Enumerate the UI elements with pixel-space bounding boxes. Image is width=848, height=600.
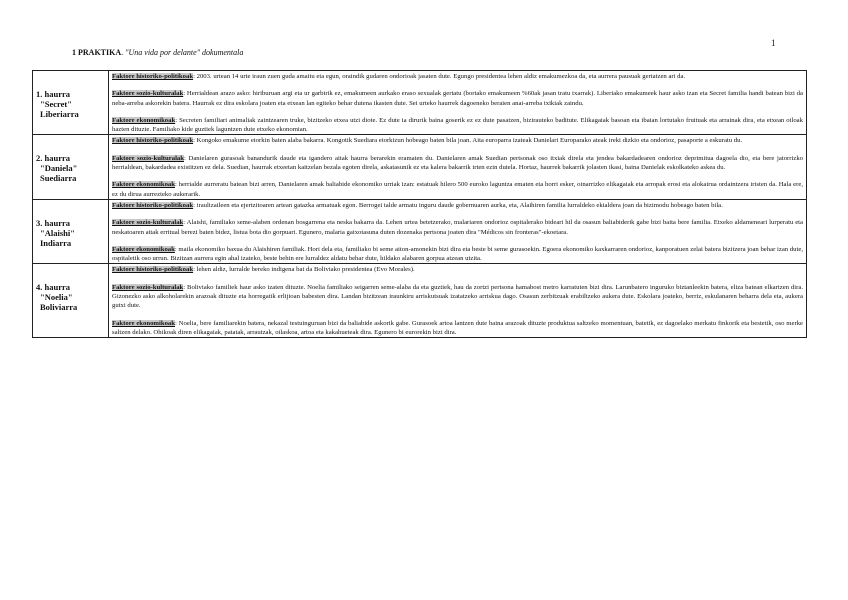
factor-text: : 2003. urtean 14 urte iraun zuen guda amaitu eta egun, oraindik gudaren ondorioak jasaten dute. Egungo presidentea lehen aldiz emakumezkoa da, eta aurrera pausuak gertatzen ari da. <box>193 73 686 80</box>
child-number: 3. haurra <box>36 217 70 228</box>
factor-title: Faktore historiko-politikoak <box>112 201 194 209</box>
factor-text: : Danielaren gurasoak banandurik daude eta igandero aitak haurra berarekin eramaten du. Danielaren amak Suedian pertsonak oso itxiak direla eta jendea bakardadearen ondorioz deprimitua dagoela dio, eta bere jatorrizko herrialdean, bakardadea existitzen ez dela. Suedian, haurrak etxeetan kaitzelan bezala egoten direla, askatasunik ez eta kalera bakarrik irten ezin dutela. Hortaz, haurrek bakarrik jolasten ikasi, baina Danielak eskolkateko askea du. <box>112 154 804 172</box>
factor-paragraph <box>109 115 806 135</box>
factor-paragraph <box>109 217 806 237</box>
factor-title: Faktore historiko-politikoak <box>112 137 194 145</box>
child-name: "Noelia" <box>40 292 73 303</box>
factor-text: : maila ekonomiko baxua du Alaishiren familiak. Hori dela eta, familiako bi seme aiton-amonekin bizi dira eta beste bi seme gurasoekin. Egoera ekonomiko kaxkarraren ondorioz, kanporatuen zelai batera bizitzera joan behar izan dute, ospitaletik oso urrun. Bizitzan aurrera egin ahal izateko, beste behin ere lurraldez aldatu behar dute, hildako alabaren gorpua atzean utzita. <box>112 245 803 263</box>
child-origin: Suediarra <box>40 173 77 184</box>
factor-text: : Noelia, bere familiarekin batera, nekazal testuinguruan bizi da baliabide askorik gabe. Gurasoek artoa lantzen dute baina arazoak dituzte produktua saltzeko momentuan, batetik, ez dagoelako merkatu finkorik eta bestetik, oso merke saltzen delako. Ohikoak diren elikagaiak, patatak, arrautzak, oilaskoa, artoa eta kakahueteak dira. Egunero bi eurorekin bizi dira. <box>112 319 804 336</box>
page-number: 1 <box>771 38 776 48</box>
factor-paragraph <box>109 200 806 210</box>
title-separator: . <box>121 48 126 57</box>
child-origin: Indiarra <box>40 237 72 248</box>
factor-title: Faktore historiko-politikoak <box>112 266 194 274</box>
factor-title: Faktore sozio-kulturalak <box>112 154 184 162</box>
factor-text: : Herrialdean arazo asko: hiriburuan argi eta ur garbirik ez, emakumeen aurkako eraso sexualak gertatu (bortako emakumeen %60ak jasan tratu txarrak). Liberiako emakumeek haur asko izan eta Secret familia handi batean bizi da neba-arreba askorekin batera. Haurrak ez dira eskolara joaten eta etxean lan egiteko behar dutena ikasten dute. Sei urteko haurrek dagoeneko beraien anai-arreba txikiak zaindu. <box>112 90 803 107</box>
factor-text: : Kongoko emakume etorkin baten alaba bakarra. Kongotik Suediara etorkizun hobeago baten bila joan. Aita europarra izateak Danielari Europarako ateak ireki dizkio eta ondorioz, pasaporte a eskuratu du. <box>193 137 743 145</box>
child-number: 4. haurra <box>36 282 70 293</box>
factor-title: Faktore ekonomikoak <box>112 181 175 189</box>
table-row <box>33 264 807 338</box>
table-row <box>33 71 807 135</box>
child-origin: Boliviarra <box>40 302 78 313</box>
factor-paragraph <box>109 282 806 311</box>
factor-text: : Boliviako familiek haur asko izaten dituzte. Noelia familiako seigarren seme-alaba da eta guztiek, hau da zortzi pertsona hamabost metro karratuten bizi dira. Larunbatero inguruko biztanleekin batera, eliza batean elkartzen dira. Gizonezko asko alkoholarekin arazoak dituzte eta horregatik erlijioan babesten dira. Landan bizitzean iraunkiru arriskutsuak izatatzeko arriskua dago. Osasun zerbitzuak erabiltzeko aukera dute. Eskolara joateko, berriz, eskulanaren beharra dela eta, aukera gutxi dute. <box>112 283 803 310</box>
factor-paragraph <box>109 318 806 338</box>
factor-title: Faktore sozio-kulturalak <box>112 90 184 98</box>
factor-text: : iraultzaileen eta ejertzitoaren artean gatazka armatuak egon. Berrogei talde armatu inguru daude gobernuaren aurka, eta, Alaihiren familia lurraldeko ekialdera joan da bizimodu hobeago baten bila. <box>193 201 723 209</box>
factor-paragraph <box>109 135 806 145</box>
row-content-cell <box>109 71 807 135</box>
row-label-cell <box>33 199 109 263</box>
factor-text: : herrialde aurreratu batean bizi arren, Danielaren amak baliabide ekonomiko urriak izan: estatuak hilero 500 euroko laguntza ematen eta horri esker, oinarrizko elikagaiak eta arropak erosi eta alokairua ordaintzera iristen da. Hala ere, ez du dirua aurrezteko aukerarik. <box>112 181 803 198</box>
child-origin: Liberiarra <box>40 109 79 119</box>
table-row <box>33 135 807 199</box>
row-content-cell <box>109 199 807 263</box>
table-row <box>33 199 807 263</box>
factor-title: Faktore ekonomikoak <box>112 245 175 253</box>
factor-paragraph <box>109 88 806 108</box>
factor-text: : lehen aldiz, lurralde bereko indigena bat da Boliviako presidentea (Evo Morales). <box>193 266 415 274</box>
row-content-cell <box>109 135 807 199</box>
factor-paragraph <box>109 244 806 264</box>
factor-title: Faktore historiko-politikoak <box>112 73 194 80</box>
row-content-cell <box>109 264 807 338</box>
factor-text: : Alaishi, familiako seme-alaben ordenan bosgarrena eta neska bakarra da. Lehen urtea betetzerako, malariaren ondorioz ospitalerako bideari hil da osasun baliabiderik gabe bizi baita bere familia. Etxeko aldameneari lurperatu eta neskatoaren aitak erritual berezi baten bidez, listua bota dio gorpuari. Egunero, malaria gaixotasuna duten dozenaka pertsona joaten dira "Médicos sin fronteras"-ekoetara. <box>112 219 803 236</box>
child-name: "Alaishi" <box>40 227 75 238</box>
factor-title: Faktore ekonomikoak <box>112 116 176 124</box>
factor-title: Faktore ekonomikoak <box>112 319 175 327</box>
child-number: 1. haurra <box>36 89 70 99</box>
factor-paragraph <box>109 179 806 199</box>
factor-title: Faktore sozio-kulturalak <box>112 219 184 227</box>
child-name: "Secret" <box>40 99 72 109</box>
document-title <box>72 48 243 57</box>
table-body <box>33 71 807 338</box>
factor-title: Faktore sozio-kulturalak <box>112 283 184 291</box>
row-label-cell <box>33 135 109 199</box>
row-label-cell <box>33 71 109 135</box>
child-number: 2. haurra <box>36 153 70 164</box>
factor-text: : Secreten familiari animaliak zaintzearen truke, bizitzeko etxea utzi diote. Ez dute ia dirurik baina goserik ez ez dute pasatzen, bizirauteko baditute. Elikagaiak basoan eta ibaian lortutako fruituak eta arrainak dira, eta etxean oiloak hazten dituzte. Familiako kide guztiek laguntzen dute etxeko ekonomian. <box>112 116 803 134</box>
factor-paragraph <box>109 264 806 274</box>
practice-label: 1 PRAKTIKA <box>72 48 122 57</box>
factor-paragraph <box>109 71 806 81</box>
documentary-title: "Una vida por delante" dokumentala <box>125 48 244 57</box>
factor-paragraph <box>109 153 806 173</box>
children-table <box>32 70 807 338</box>
row-label-cell <box>33 264 109 338</box>
child-name: "Daniela" <box>40 163 78 174</box>
